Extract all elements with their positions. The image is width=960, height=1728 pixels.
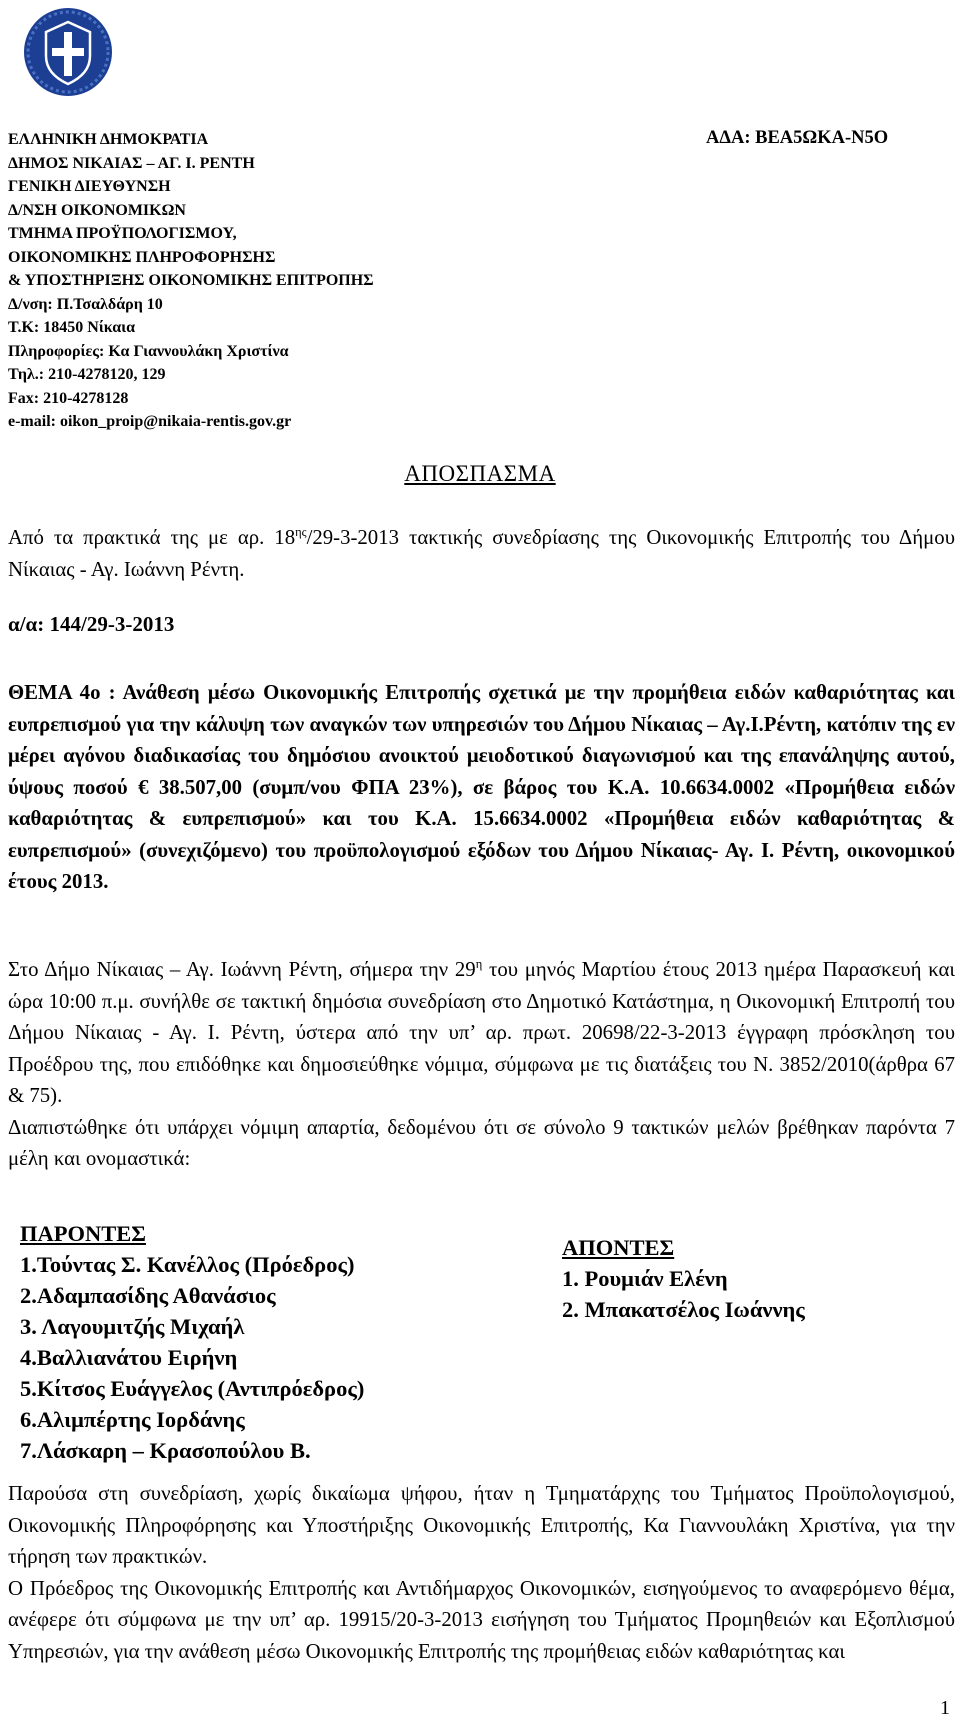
header-line: ΤΜΗΜΑ ΠΡΟΫΠΟΛΟΓΙΣΜΟΥ,	[8, 225, 237, 242]
header-line: Fax: 210-4278128	[8, 389, 129, 407]
quorum-text: Διαπιστώθηκε ότι υπάρχει νόμιμη απαρτία, δεδομένου ότι σε σύνολο 9 τακτικών μελών βρέθηκαν παρόντα 7 μέλη και ονομαστικά:	[8, 1115, 955, 1170]
present-members-list	[20, 1218, 364, 1466]
secretary-paragraph: Παρούσα στη συνεδρίαση, χωρίς δικαίωμα ψήφου, ήταν η Τμηματάρχης του Τμήματος Προϋπολογισμού, Οικονομικής Πληροφόρησης και Υποστήριξης Οικονομικής Επιτροπής, Κα Γιαννουλάκη Χριστίνα, για την τήρηση των πρακτικών.	[8, 1482, 955, 1568]
header-line: & ΥΠΟΣΤΗΡΙΞΗΣ ΟΙΚΟΝΟΜΙΚΗΣ ΕΠΙΤΡΟΠΗΣ	[8, 272, 374, 289]
session-text-start: Στο Δήμο Νίκαιας – Αγ. Ιωάννη Ρέντη, σήμερα την 29	[8, 958, 476, 981]
absent-heading: ΑΠΟΝΤΕΣ	[562, 1235, 675, 1260]
list-item: 7.Λάσκαρη – Κρασοπούλου Β.	[20, 1438, 311, 1463]
session-paragraph	[8, 954, 955, 1175]
page-number: 1	[940, 1697, 950, 1719]
session-superscript: η	[475, 957, 483, 972]
hellenic-republic-emblem-icon	[20, 4, 116, 100]
intro-paragraph	[8, 522, 955, 585]
president-paragraph: Ο Πρόεδρος της Οικονομικής Επιτροπής και Αντιδήμαρχος Οικονομικών, εισηγούμενος το αναφερόμενο θέμα, ανέφερε ότι σύμφωνα με την υπ’ αρ. 19915/20-3-2013 εισήγηση του Τμήματος Προμηθειών και Εξοπλισμού Υπηρεσιών, για την ανάθεση μέσω Οικονομικής Επιτροπής της προμήθειας ειδών καθαριότητας και	[8, 1576, 955, 1663]
header-line: Πληροφορίες: Κα Γιαννουλάκη Χριστίνα	[8, 342, 289, 360]
ada-code: ΑΔΑ: ΒΕΑ5ΩΚΑ-Ν5Ο	[706, 128, 889, 148]
decision-number: α/α: 144/29-3-2013	[8, 612, 175, 636]
header-line: Τ.Κ: 18450 Νίκαια	[8, 319, 136, 336]
list-item: 6.Αλιμπέρτης Ιορδάνης	[20, 1407, 245, 1432]
list-item: 2. Μπακατσέλος Ιωάννης	[562, 1297, 805, 1322]
list-item: 2.Αδαμπασίδης Αθανάσιος	[20, 1283, 276, 1308]
session-text	[8, 954, 955, 1112]
list-item: 5.Κίτσος Ευάγγελος (Αντιπρόεδρος)	[20, 1376, 365, 1401]
header-line: e-mail: oikon_proip@nikaia-rentis.gov.gr	[8, 413, 292, 430]
list-item: 1. Ρουμιάν Ελένη	[562, 1266, 728, 1291]
document-title: ΑΠΟΣΠΑΣΜΑ	[404, 461, 556, 486]
header-line: ΕΛΛΗΝΙΚΗ ΔΗΜΟΚΡΑΤΙΑ	[8, 131, 209, 148]
issuer-header	[8, 128, 568, 434]
list-item: 1.Τούντας Σ. Κανέλλος (Πρόεδρος)	[20, 1252, 355, 1277]
header-line: Δ/νση: Π.Τσαλδάρη 10	[8, 295, 163, 313]
header-line: ΟΙΚΟΝΟΜΙΚΗΣ ΠΛΗΡΟΦΟΡΗΣΗΣ	[8, 248, 276, 266]
subject-paragraph: ΘΕΜΑ 4ο : Ανάθεση μέσω Οικονομικής Επιτροπής σχετικά με την προμήθεια ειδών καθαριότητας και ευπρεπισμού για την κάλυψη των αναγκών των υπηρεσιών του Δήμου Νίκαιας – Αγ.Ι.Ρέντη, κατόπιν της εν μέρει αγόνου διαδικασίας του δημόσιου ανοικτού μειοδοτικού διαγωνισμού και της επανάληψης αυτού, ύψους ποσού € 38.507,00 (συμπ/νου ΦΠΑ 23%), σε βάρος του Κ.Α. 10.6634.0002 «Προμήθεια ειδών καθαριότητας & ευπρεπισμού» και του Κ.Α. 15.6634.0002 «Προμήθεια ειδών καθαριότητας & ευπρεπισμού» (συνεχιζόμενο) του προϋπολογισμού εξόδων του Δήμου Νίκαιας- Αγ. Ι. Ρέντη, οικονομικού έτους 2013.	[8, 681, 955, 893]
header-line: Τηλ.: 210-4278120, 129	[8, 366, 166, 383]
list-item: 4.Βαλλιανάτου Ειρήνη	[20, 1345, 238, 1370]
list-item: 3. Λαγουμιτζής Μιχαήλ	[20, 1314, 245, 1339]
present-heading: ΠΑΡΟΝΤΕΣ	[20, 1221, 146, 1246]
header-line: Δ/ΝΣΗ ΟΙΚΟΝΟΜΙΚΩΝ	[8, 201, 186, 219]
absent-members-list	[562, 1232, 805, 1325]
intro-text-rest: /29-3-2013 τακτικής συνεδρίασης της Οικονομικής Επιτροπής του Δήμου Νίκαιας - Αγ. Ιωάννη Ρέντη.	[8, 526, 955, 581]
intro-text: Από τα πρακτικά της με αρ. 18	[8, 526, 296, 549]
closing-paragraphs	[8, 1478, 955, 1667]
intro-superscript: ης	[295, 525, 307, 540]
header-line: ΓΕΝΙΚΗ ΔΙΕΥΘΥΝΣΗ	[8, 178, 171, 195]
session-text-rest: του μηνός Μαρτίου έτους 2013 ημέρα Παρασκευή και ώρα 10:00 π.μ. συνήλθε σε τακτική δημόσια συνεδρίαση στο Δημοτικό Κατάστημα, η Οικονομική Επιτροπή του Δήμου Νίκαιας - Αγ. Ι. Ρέντη, ύστερα από την υπ’ αρ. πρωτ. 20698/22-3-2013 έγγραφη πρόσκληση του Προέδρου της, που επιδόθηκε και δημοσιεύθηκε νόμιμα, σύμφωνα με τις διατάξεις του Ν. 3852/2010(άρθρα 67 & 75).	[8, 958, 955, 1107]
header-line: ΔΗΜΟΣ ΝΙΚΑΙΑΣ – ΑΓ. Ι. ΡΕΝΤΗ	[8, 154, 255, 172]
